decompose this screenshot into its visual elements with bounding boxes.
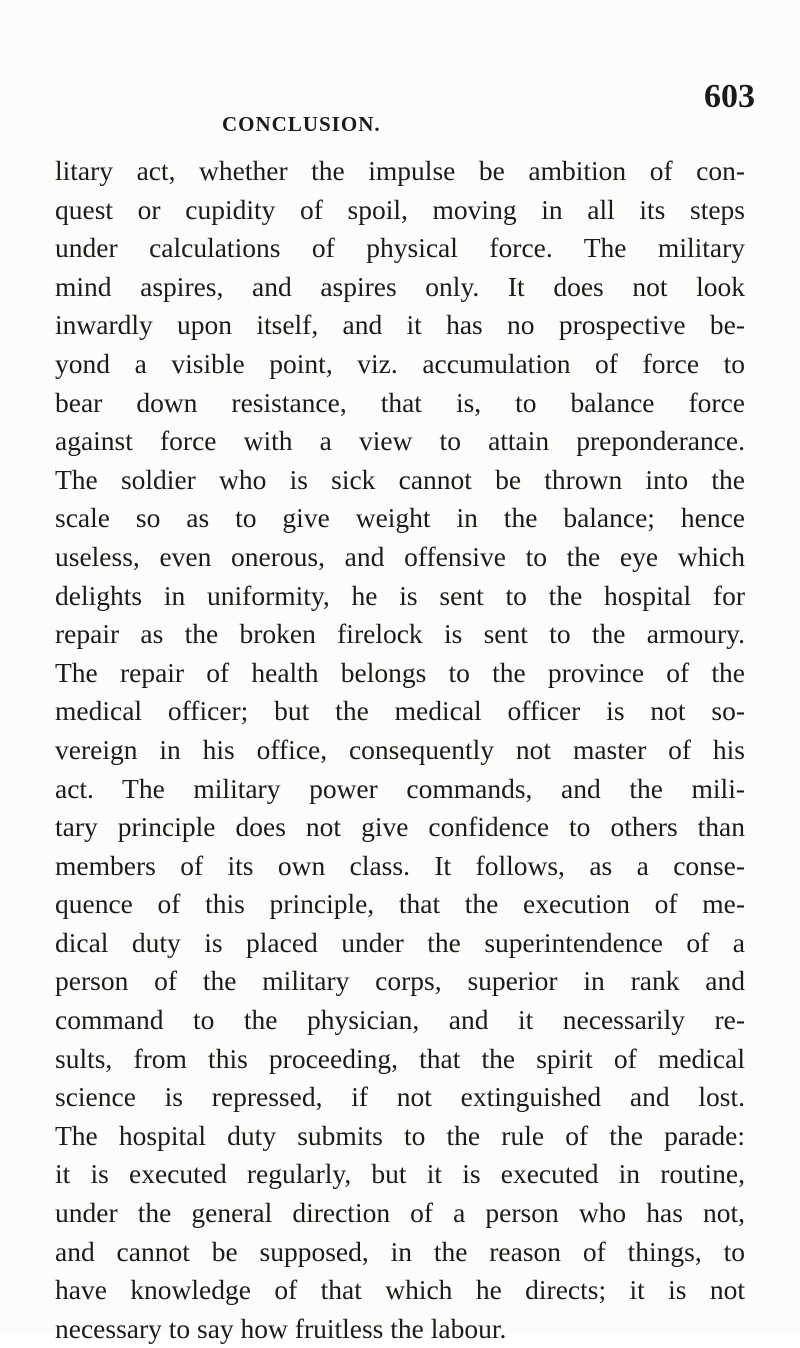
text-line: sults, from this proceeding, that the spirit of medical — [55, 1042, 745, 1074]
text-line: command to the physician, and it necessarily re- — [55, 1004, 745, 1036]
text-line: repair as the broken firelock is sent to the armoury. — [55, 618, 745, 650]
running-head: CONCLUSION. — [222, 112, 381, 136]
text-line: The hospital duty submits to the rule of the parade: — [55, 1119, 745, 1151]
text-line: quence of this principle, that the execution of me- — [55, 888, 745, 920]
text-line: necessary to say how fruitless the labour. — [55, 1312, 507, 1344]
text-line: quest or cupidity of spoil, moving in all its steps — [55, 193, 745, 225]
text-line: it is executed regularly, but it is executed in routine, — [55, 1158, 745, 1190]
text-line: tary principle does not give confidence to others than — [55, 811, 745, 843]
text-line: science is repressed, if not extinguished and lost. — [55, 1081, 745, 1113]
text-line: vereign in his office, consequently not master of his — [55, 733, 745, 765]
text-line: and cannot be supposed, in the reason of things, to — [55, 1235, 745, 1267]
body-text — [55, 152, 745, 1348]
text-line: under the general direction of a person who has not, — [55, 1197, 745, 1229]
text-line: mind aspires, and aspires only. It does not look — [55, 270, 745, 302]
text-line: medical officer; but the medical officer is not so- — [55, 695, 745, 727]
text-line: scale so as to give weight in the balance; hence — [55, 502, 745, 534]
text-line: useless, even onerous, and offensive to the eye which — [55, 540, 745, 572]
text-line: delights in uniformity, he is sent to the hospital for — [55, 579, 745, 611]
text-line: members of its own class. It follows, as a conse- — [55, 849, 745, 881]
text-line: The soldier who is sick cannot be thrown into the — [55, 463, 745, 495]
text-line: inwardly upon itself, and it has no prospective be- — [55, 309, 745, 341]
text-line: under calculations of physical force. The military — [55, 232, 745, 264]
text-line: yond a visible point, viz. accumulation of force to — [55, 347, 745, 379]
text-line: The repair of health belongs to the province of the — [55, 656, 745, 688]
text-line: bear down resistance, that is, to balance force — [55, 386, 745, 418]
text-line: dical duty is placed under the superintendence of a — [55, 926, 745, 958]
page-number: 603 — [704, 78, 755, 115]
text-line: person of the military corps, superior in rank and — [55, 965, 745, 997]
text-line: have knowledge of that which he directs; it is not — [55, 1274, 745, 1306]
text-line: against force with a view to attain preponderance. — [55, 425, 745, 457]
text-line: act. The military power commands, and the mili- — [55, 772, 745, 804]
text-line: litary act, whether the impulse be ambition of con- — [55, 155, 745, 186]
